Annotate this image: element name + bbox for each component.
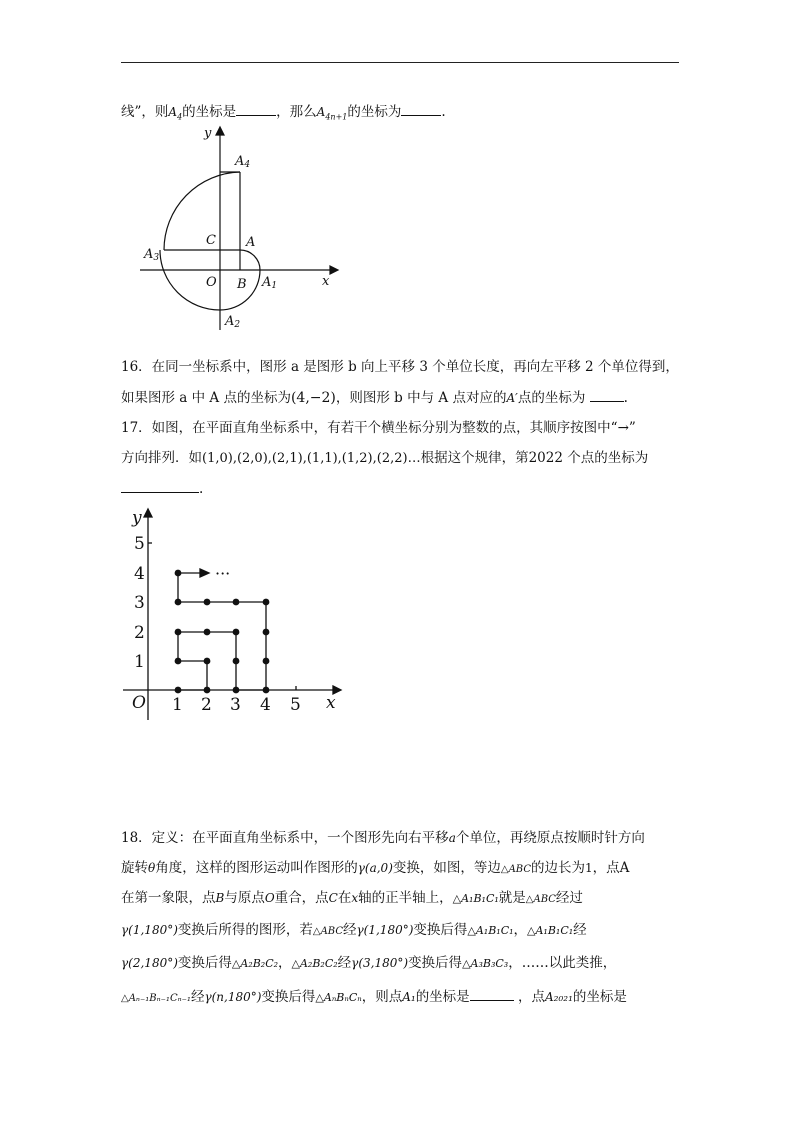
fig2-ellipsis: ··· <box>215 564 231 583</box>
fig2-ytick-1: 1 <box>134 652 145 672</box>
q18-math: A₂₀₂₁ <box>544 990 573 1004</box>
q18-text: ，则点 <box>361 989 403 1005</box>
q18-text: 的坐标是 <box>572 989 627 1005</box>
q18-line-6 <box>121 986 627 1009</box>
q16-text-d: . <box>623 390 628 406</box>
fig2-point <box>233 687 240 694</box>
fig2-point <box>175 570 182 577</box>
q18-math: △A₁B₁C₁ <box>452 892 499 905</box>
q18-math: γ(1,180°) <box>356 923 414 937</box>
q15-text-2: 的坐标是 <box>182 104 237 120</box>
fig2-point <box>263 629 270 636</box>
fig1-arc-A3-A4 <box>164 172 240 250</box>
fig2-point <box>175 687 182 694</box>
q18-math: θ <box>148 861 156 875</box>
fig1-label-C: C <box>206 233 216 248</box>
q16-line-2 <box>121 387 628 408</box>
fig2-point <box>233 629 240 636</box>
q15-A4: $A_4$ <box>168 105 183 122</box>
q18-text: 变换后得 <box>261 989 316 1005</box>
fig1-label-y: y <box>204 126 212 141</box>
figure-point-grid <box>118 505 348 725</box>
q18-math: C <box>328 891 338 905</box>
fig2-label-y: y <box>132 508 142 528</box>
q18-text: 在第一象限，点 <box>121 890 216 906</box>
q18-math: △AₙBₙCₙ <box>315 991 362 1004</box>
q18-line-3 <box>121 888 583 910</box>
fig1-label-B: B <box>237 277 247 292</box>
q18-text: 经 <box>337 955 352 971</box>
q16-A-prime: A′ <box>506 391 518 405</box>
fig1-arc-A-A1 <box>240 250 260 270</box>
fig2-xtick-4: 4 <box>260 695 271 715</box>
q18-text: ，点 <box>517 989 545 1005</box>
q18-math: O <box>264 891 275 905</box>
q15-text-4: 的坐标为 <box>347 104 402 120</box>
q16-text-c: 点的坐标为 <box>517 390 586 406</box>
q18-text: 经 <box>573 922 587 938</box>
q15-blank-2[interactable] <box>401 101 441 116</box>
q18-text: ，点A <box>592 860 630 876</box>
q16-coord: (4,−2) <box>290 390 336 406</box>
q18-math: γ(3,180°) <box>351 956 409 970</box>
q18-math: γ(n,180°) <box>204 990 262 1004</box>
q18-math: △A₂B₂C₂ <box>231 957 279 970</box>
fig2-label-O: O <box>132 693 146 713</box>
q18-text: ， <box>513 922 528 938</box>
fig1-y-arrow <box>216 127 224 135</box>
q15-A4n1: $A_{4n+1}$ <box>316 105 348 122</box>
q18-text: 就是 <box>498 890 526 906</box>
q18-text: 经 <box>343 922 357 938</box>
q18-text: 旋转 <box>121 860 148 876</box>
fig1-label-A3: A3 <box>144 247 160 263</box>
fig1-label-x: x <box>322 274 330 289</box>
fig2-point <box>204 599 211 606</box>
q18-math: A₁ <box>402 990 416 1004</box>
q18-text: 变换，如图，等边 <box>392 860 501 876</box>
fig2-point <box>204 629 211 636</box>
fig2-ytick-3: 3 <box>134 593 145 613</box>
fig2-point <box>175 599 182 606</box>
q17-blank[interactable] <box>121 478 199 493</box>
q18-math: x <box>351 891 359 905</box>
fig1-label-A1: A1 <box>262 275 278 291</box>
q18-text: 经 <box>190 989 205 1005</box>
figure-spiral <box>140 125 350 335</box>
fig2-point <box>175 629 182 636</box>
fig2-point <box>175 658 182 665</box>
q18-line-4 <box>121 920 587 942</box>
fig2-path <box>178 573 266 690</box>
q16-text-a: 如果图形 a 中 A 点的坐标为 <box>121 390 291 406</box>
q18-math: △A₁B₁C₁ <box>467 924 514 937</box>
q16-blank[interactable] <box>590 387 624 402</box>
q18-math: △ABC <box>312 926 343 937</box>
fig2-xtick-5: 5 <box>290 695 301 715</box>
fig2-ytick-2: 2 <box>134 623 145 643</box>
fig2-y-arrow <box>144 509 152 517</box>
q18-math: 1 <box>584 861 593 875</box>
q15-blank-1[interactable] <box>236 101 276 116</box>
q15-text-5: . <box>441 104 446 120</box>
q18-text: 角度，这样的图形运动叫作图形的 <box>155 860 358 876</box>
q18-math: △ABC <box>525 894 556 905</box>
q17-line-3 <box>121 478 203 499</box>
q18-text: 变换后得 <box>413 922 468 938</box>
q18-math: a <box>448 831 456 845</box>
q18-math: γ(2,180°) <box>121 956 178 970</box>
q18-text: ，……以此类推， <box>508 955 617 971</box>
q17-text-a: 方向排列．如 <box>121 450 202 466</box>
fig2-path-arrow <box>200 569 209 577</box>
q17-sequence: (1,0),(2,0),(2,1),(1,1),(1,2),(2,2)… <box>202 451 421 466</box>
q16-line-1: 16．在同一坐标系中，图形 a 是图形 b 向上平移 3 个单位长度，再向左平移 2 个单位得到， <box>121 359 679 375</box>
q18-text: 的坐标是 <box>415 989 470 1005</box>
fig1-label-A2: A2 <box>225 314 241 330</box>
q18-text: 变换后得 <box>408 955 463 971</box>
fig2-point <box>263 599 270 606</box>
fig2-point <box>233 599 240 606</box>
fig1-label-A: A <box>246 235 256 250</box>
q18-math: B <box>215 891 225 905</box>
q18-math: △ABC <box>500 864 531 875</box>
fig1-x-arrow <box>330 266 338 274</box>
fig2-xtick-2: 2 <box>201 695 212 715</box>
q18-math: γ(1,180°) <box>121 923 178 937</box>
q18-text: 18．定义：在平面直角坐标系中，一个图形先向右平移 <box>121 830 449 846</box>
fig2-ytick-4: 4 <box>134 564 145 584</box>
fig2-point <box>204 658 211 665</box>
q18-text: 重合，点 <box>274 890 329 906</box>
q18-text: ， <box>278 955 292 971</box>
q18-blank-1[interactable] <box>470 986 514 1001</box>
fig2-point <box>263 687 270 694</box>
q15-tail-line <box>121 101 446 127</box>
fig2-point <box>263 658 270 665</box>
q16-text-b: ，则图形 b 中与 A 点对应的 <box>335 390 507 406</box>
q18-line-1 <box>121 828 645 848</box>
fig1-label-A4: A4 <box>235 154 251 170</box>
q18-math: △A₃B₃C₃ <box>462 957 509 970</box>
q17-text-b: 根据这个规律，第2022 个点的坐标为 <box>420 450 649 466</box>
q17-line-1: 17．如图，在平面直角坐标系中，有若干个横坐标分别为整数的点，其顺序按图中“→” <box>121 420 636 436</box>
fig1-label-O: O <box>206 275 217 290</box>
q17-text-end: . <box>199 481 204 497</box>
q18-math: △A₁B₁C₁ <box>527 924 574 937</box>
q18-text: 变换后所得的图形，若 <box>177 922 313 938</box>
fig2-xtick-3: 3 <box>230 695 241 715</box>
q18-text: 与原点 <box>224 890 265 906</box>
fig2-point <box>204 687 211 694</box>
q18-text: 变换后得 <box>177 955 232 971</box>
q18-line-2 <box>121 858 629 880</box>
q18-text: 在 <box>337 890 352 906</box>
q15-text-3: ，那么 <box>276 104 317 120</box>
q15-text-1: 线”，则 <box>121 104 169 120</box>
fig2-xtick-1: 1 <box>172 695 183 715</box>
q18-text: 的边长为 <box>530 860 585 876</box>
fig2-ytick-5: 5 <box>134 534 145 554</box>
fig2-point <box>233 658 240 665</box>
header-rule <box>121 62 679 63</box>
q18-line-5 <box>121 953 616 974</box>
q18-math: γ(a,0) <box>357 861 393 875</box>
q18-text: 经过 <box>555 890 583 906</box>
q17-line-2 <box>121 448 648 469</box>
q18-text: 轴的正半轴上， <box>358 890 453 906</box>
fig2-label-x: x <box>326 693 336 713</box>
q18-math: △Aₙ₋₁Bₙ₋₁Cₙ₋₁ <box>121 993 191 1004</box>
q18-math: △A₂B₂C₂ <box>291 957 338 970</box>
q18-text: 个单位，再绕原点按顺时针方向 <box>455 830 645 846</box>
